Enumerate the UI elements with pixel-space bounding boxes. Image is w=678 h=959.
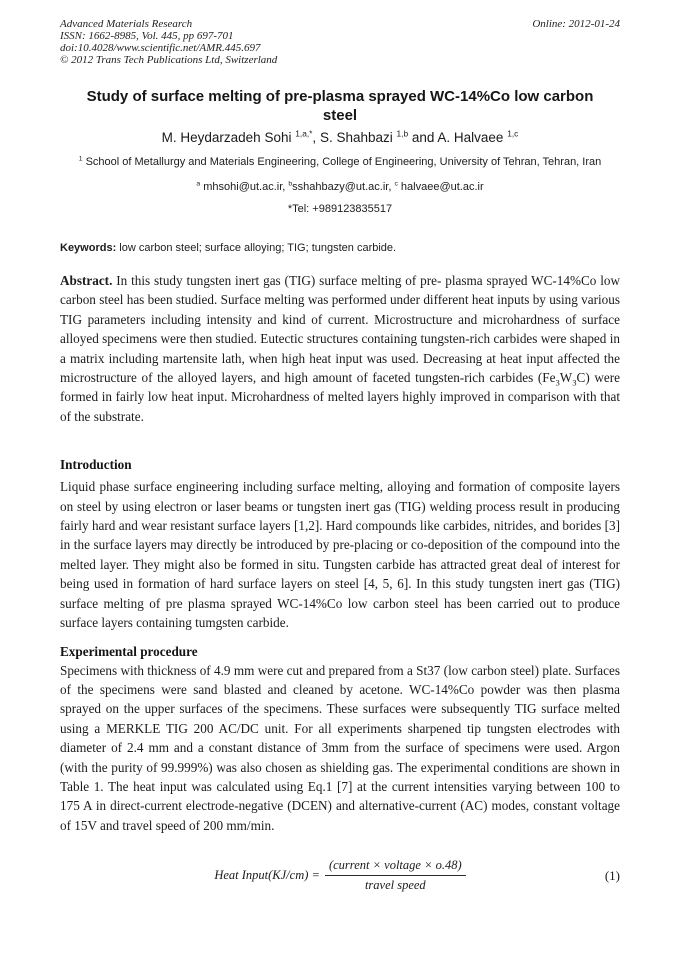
keywords-line [60,241,620,255]
keywords-label: Keywords: [60,242,117,254]
email-c: halvaee@ut.ac.ir [397,181,484,193]
equation-fraction [325,858,466,893]
introduction-paragraph: Liquid phase surface engineering including surface melting, alloying and formation of composite layers on steel by using electron or laser beams or tungsten inert gas (TIG) welding process result in producing fairly hard and wear resistant surface layers [1,2]. Hard compounds like carbides, nitrides, and borides [3] in the surface layers may directly be introduced by pre-placing or co-deposition of the compound into the melted layer. They might also be formed in situ. Tungsten carbide has attracted great deal of interest for being used in formation of hard surface layers on steel [4, 5, 6]. In this study tungsten inert gas (TIG) surface melting of pre plasma sprayed WC-14%Co low carbon steel has been carried out to produce surface layers containing tumgsten carbide. [60,479,620,631]
equation-number: (1) [604,867,620,883]
introduction-heading: Introduction [60,457,132,473]
experimental-paragraph: Specimens with thickness of 4.9 mm were cut and prepared from a St37 (low carbon steel) plate. Surfaces of the specimens were sand blasted and cleaned by acetone. WC-14%Co powder was then plasma sprayed on the upper surfaces of the specimens. These surfaces were subsequently TIG surface melted using a MERKLE TIG 200 AC/DC unit. For all experiments sharpened tip tungsten electrodes with diameter of 2.4 mm and a constant distance of 3mm from the surface of specimens were used. Argon (with the purity of 99.999%) was also chosen as shielding gas. The experimental conditions are shown in Table 1. The heat input was calculated using Eq.1 [7] at the current intensities varying between 100 to 175 A in direct-current electrode-negative (DCEN) and alternative-current (AC) modes, constant voltage of 15V and travel speed of 200 mm/min. [60,662,620,833]
journal-name: Advanced Materials Research [60,18,193,30]
journal-header [60,18,620,66]
journal-doi-line: doi:10.4028/www.scientific.net/AMR.445.697 [60,42,261,54]
author-separator-2: and [408,130,438,145]
author-1: M. Heydarzadeh Sohi [161,130,296,145]
chemical-formula-fe3w3c [555,370,586,388]
author-separator-1: , [312,130,320,145]
email-superscript-b: b [288,180,293,188]
online-date: Online: 2012-01-24 [532,18,620,30]
authors-line [60,129,620,147]
formula-element-c: C [576,370,586,386]
email-b: sshahbazy@ut.ac.ir, [292,181,395,193]
author-3: A. Halvaee [437,130,508,145]
author-1-superscript: 1,a,* [295,128,313,139]
author-2: S. Shahbazi [319,130,397,145]
affiliation-text: School of Metallurgy and Materials Engineering, College of Engineering, University of Tehran, Tehran, Iran [82,156,602,168]
journal-issn-line: ISSN: 1662-8985, Vol. 445, pp 697-701 [60,30,234,42]
telephone-line: *Tel: +989123835517 [287,203,393,215]
abstract-paragraph [60,271,620,426]
affiliation-superscript: 1 [78,155,83,163]
journal-info [60,18,277,66]
equation-1-row [60,858,620,893]
author-3-superscript: 1,c [507,128,519,139]
email-superscript-c: c [394,180,398,188]
equation-lhs: Heat Input(KJ/cm) = [214,868,320,883]
equation-1 [214,858,465,893]
equation-numerator: (current × voltage × o.48) [325,858,466,876]
abstract-text-2: ) were formed in fairly low heat input. Microhardness of melted layers highly improved in comparison with that of the substrate. [60,370,621,424]
journal-copyright-line: © 2012 Trans Tech Publications Ltd, Switzerland [60,54,278,66]
abstract-text-1: In this study tungsten inert gas (TIG) surface melting of pre- plasma sprayed WC-14%Co low carbon steel has been studied. Surface melting was performed under different heat inputs by using various TIG parameters including intensity and kind of current. Microstructure and microhardness of surface alloyed specimens were then studied. Eutectic structures containing tungsten-rich carbides were shaped in a matrix including martensite lath, when high heat input was used. Decreasing at heat input affected the microstructure of the alloyed layers, and high amount of faceted tungsten-rich carbides (Fe [60,273,620,386]
email-a: mhsohi@ut.ac.ir, [200,181,289,193]
author-2-superscript: 1,b [396,128,409,139]
formula-subscript-2: 3 [572,377,577,388]
paper-title: Study of surface melting of pre-plasma sprayed WC-14%Co low carbon steel [86,88,594,124]
experimental-heading: Experimental procedure [60,643,198,659]
emails-line [60,181,620,194]
formula-subscript-1: 3 [555,377,560,388]
keywords-text: low carbon steel; surface alloying; TIG; tungsten carbide. [116,242,397,254]
abstract-label: Abstract. [60,273,113,288]
affiliation-line [68,155,613,169]
equation-denominator: travel speed [364,878,426,893]
email-superscript-a: a [196,180,201,188]
formula-element-w: W [559,370,573,386]
